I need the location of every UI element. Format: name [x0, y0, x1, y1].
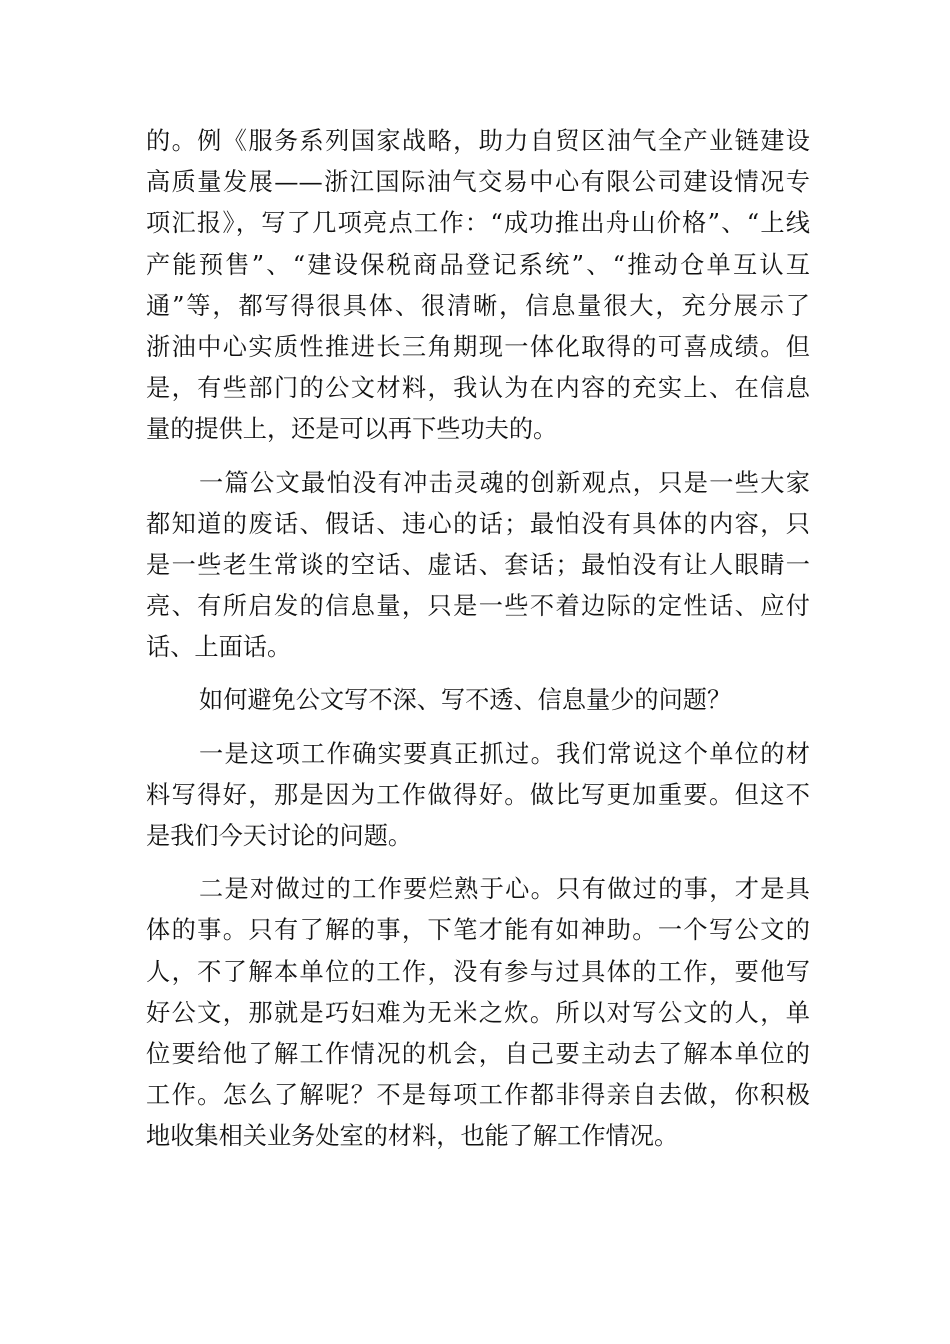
paragraph-gap: [146, 722, 810, 734]
text-line: 的。例《服务系列国家战略，助力自贸区油气全产业链建设: [146, 127, 810, 155]
text-line: 量的提供上，还是可以再下些功夫的。: [146, 415, 558, 444]
paragraph-gap: [146, 668, 810, 680]
text-line: 高质量发展——浙江国际油气交易中心有限公司建设情况专: [146, 168, 810, 197]
paragraph-gap: [146, 857, 810, 869]
text-line: 二是对做过的工作要烂熟于心。只有做过的事，才是具: [199, 875, 810, 904]
text-line: 地收集相关业务处室的材料，也能了解工作情况。: [146, 1122, 679, 1151]
paragraph: [146, 869, 810, 1157]
text-line: 通”等，都写得很具体、很清晰，信息量很大，充分展示了: [146, 291, 810, 320]
text-line: 产能预售”、“建设保税商品登记系统”、“推动仓单互认互: [146, 250, 810, 279]
text-line: 一是这项工作确实要真正抓过。我们常说这个单位的材: [199, 739, 810, 768]
text-line: 项汇报》，写了几项亮点工作：“成功推出舟山价格”、“上线: [146, 209, 810, 238]
text-line: 人，不了解本单位的工作，没有参与过具体的工作，要他写: [146, 957, 810, 986]
paragraph: [146, 121, 810, 451]
text-line: 话、上面话。: [146, 633, 292, 662]
paragraph-gap: [146, 451, 810, 463]
text-line: 如何避免公文写不深、写不透、信息量少的问题？: [199, 686, 732, 715]
text-line: 都知道的废话、假话、违心的话；最怕没有具体的内容，只: [146, 509, 810, 538]
text-line: 好公文，那就是巧妇难为无米之炊。所以对写公文的人，单: [146, 998, 810, 1027]
text-line: 工作。怎么了解呢？不是每项工作都非得亲自去做，你积极: [146, 1081, 810, 1110]
paragraph: [146, 463, 810, 669]
text-line: 是，有些部门的公文材料，我认为在内容的充实上、在信息: [146, 374, 810, 403]
text-line: 是一些老生常谈的空话、虚话、套话；最怕没有让人眼睛一: [146, 550, 810, 579]
paragraph: [146, 680, 810, 721]
text-line: 位要给他了解工作情况的机会，自己要主动去了解本单位的: [146, 1039, 810, 1068]
text-line: 亮、有所启发的信息量，只是一些不着边际的定性话、应付: [146, 592, 810, 621]
text-line: 浙油中心实质性推进长三角期现一体化取得的可喜成绩。但: [146, 332, 810, 361]
text-line: 一篇公文最怕没有冲击灵魂的创新观点，只是一些大家: [199, 468, 810, 497]
text-line: 是我们今天讨论的问题。: [146, 822, 413, 850]
document-body: [146, 121, 810, 1158]
paragraph: [146, 734, 810, 858]
text-line: 料写得好，那是因为工作做得好。做比写更加重要。但这不: [146, 780, 810, 809]
text-line: 体的事。只有了解的事，下笔才能有如神助。一个写公文的: [146, 916, 810, 945]
